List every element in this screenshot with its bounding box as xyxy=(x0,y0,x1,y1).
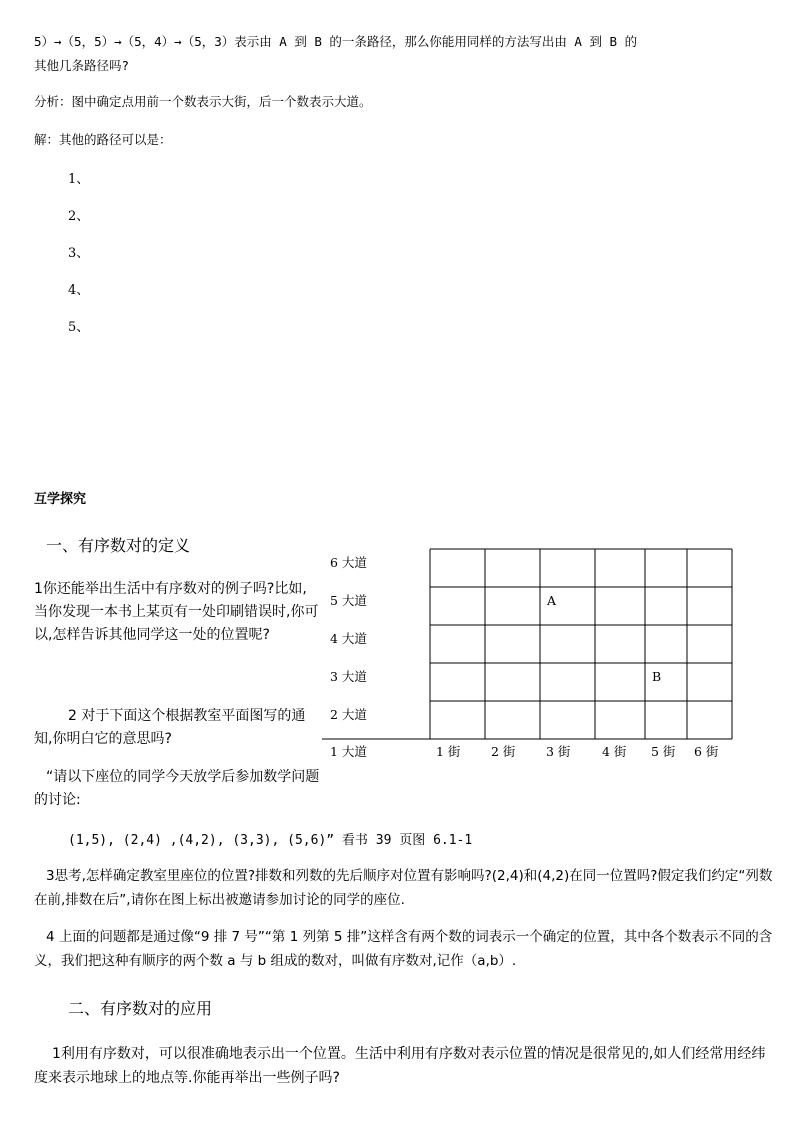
answer-3: 3、 xyxy=(68,246,90,261)
grid-lines xyxy=(322,549,732,739)
part1-question-1: 1你还能举出生活中有序数对的例子吗?比如,当你发现一本书上某页有一处印刷错误时,你可以,怎样告诉其他同学这一处的位置呢? xyxy=(34,581,319,643)
intro-line-2: 其他几条路径吗? xyxy=(34,58,130,73)
answer-1: 1、 xyxy=(68,172,90,187)
analysis-text: 分析：图中确定点用前一个数表示大街，后一个数表示大道。 xyxy=(34,94,372,109)
part1-title: 一、有序数对的定义 xyxy=(46,536,191,555)
part2-question-1: 1利用有序数对，可以很准确地表示出一个位置。生活中利用有序数对表示位置的情况是很常见的,如人们经常用经纬度来表示地球上的地点等.你能再举出一些例子吗? xyxy=(34,1046,766,1086)
row-label-1: 1 大道 xyxy=(330,744,367,759)
part1-question-2: 2 对于下面这个根据教室平面图写的通知,你明白它的意思吗? xyxy=(34,708,306,747)
col-label-1: 1 街 xyxy=(436,744,461,759)
part2-title: 二、有序数对的应用 xyxy=(68,999,213,1018)
point-b-label: B xyxy=(652,669,662,684)
col-label-2: 2 街 xyxy=(491,744,516,759)
row-label-6: 6 大道 xyxy=(330,555,367,570)
notice-text: “请以下座位的同学今天放学后参加数学问题的讨论: xyxy=(34,769,320,808)
row-label-4: 4 大道 xyxy=(330,631,367,646)
intro-line-1: 5）→（5，5）→（5，4）→（5，3）表示由 A 到 B 的一条路径，那么你能用同样的方法写出由 A 到 B 的 xyxy=(34,34,638,49)
row-label-2: 2 大道 xyxy=(330,707,367,722)
row-label-3: 3 大道 xyxy=(330,669,367,684)
solution-text: 解：其他的路径可以是： xyxy=(34,132,172,147)
col-label-5: 5 街 xyxy=(651,744,676,759)
col-label-6: 6 街 xyxy=(694,744,719,759)
answer-5: 5、 xyxy=(68,320,90,335)
col-label-4: 4 街 xyxy=(602,744,627,759)
street-grid-diagram xyxy=(322,545,742,765)
intro-paragraph xyxy=(34,30,774,78)
answer-4: 4、 xyxy=(68,283,90,298)
part1-question-4: 4 上面的问题都是通过像“9 排 7 号”“第 1 列第 5 排”这样含有两个数的词表示一个确定的位置，其中各个数表示不同的含义，我们把这种有顺序的两个数 a 与 b 组成的数对，叫做有序数对,记作（a,b）. xyxy=(34,929,773,969)
point-a-label: A xyxy=(547,593,557,608)
section-header: 互学探究 xyxy=(34,492,87,507)
pairs-line: (1,5), (2,4) ,(4,2), (3,3), (5,6)” 看书 39 页图 6.1-1 xyxy=(68,833,473,848)
part1-question-3: 3思考,怎样确定教室里座位的位置?排数和列数的先后顺序对位置有影响吗?(2,4)和(4,2)在同一位置吗?假定我们约定“列数在前,排数在后”,请你在图上标出被邀请参加讨论的同学的座位. xyxy=(34,868,773,908)
answer-2: 2、 xyxy=(68,209,90,224)
row-label-5: 5 大道 xyxy=(330,593,367,608)
col-label-3: 3 街 xyxy=(546,744,571,759)
